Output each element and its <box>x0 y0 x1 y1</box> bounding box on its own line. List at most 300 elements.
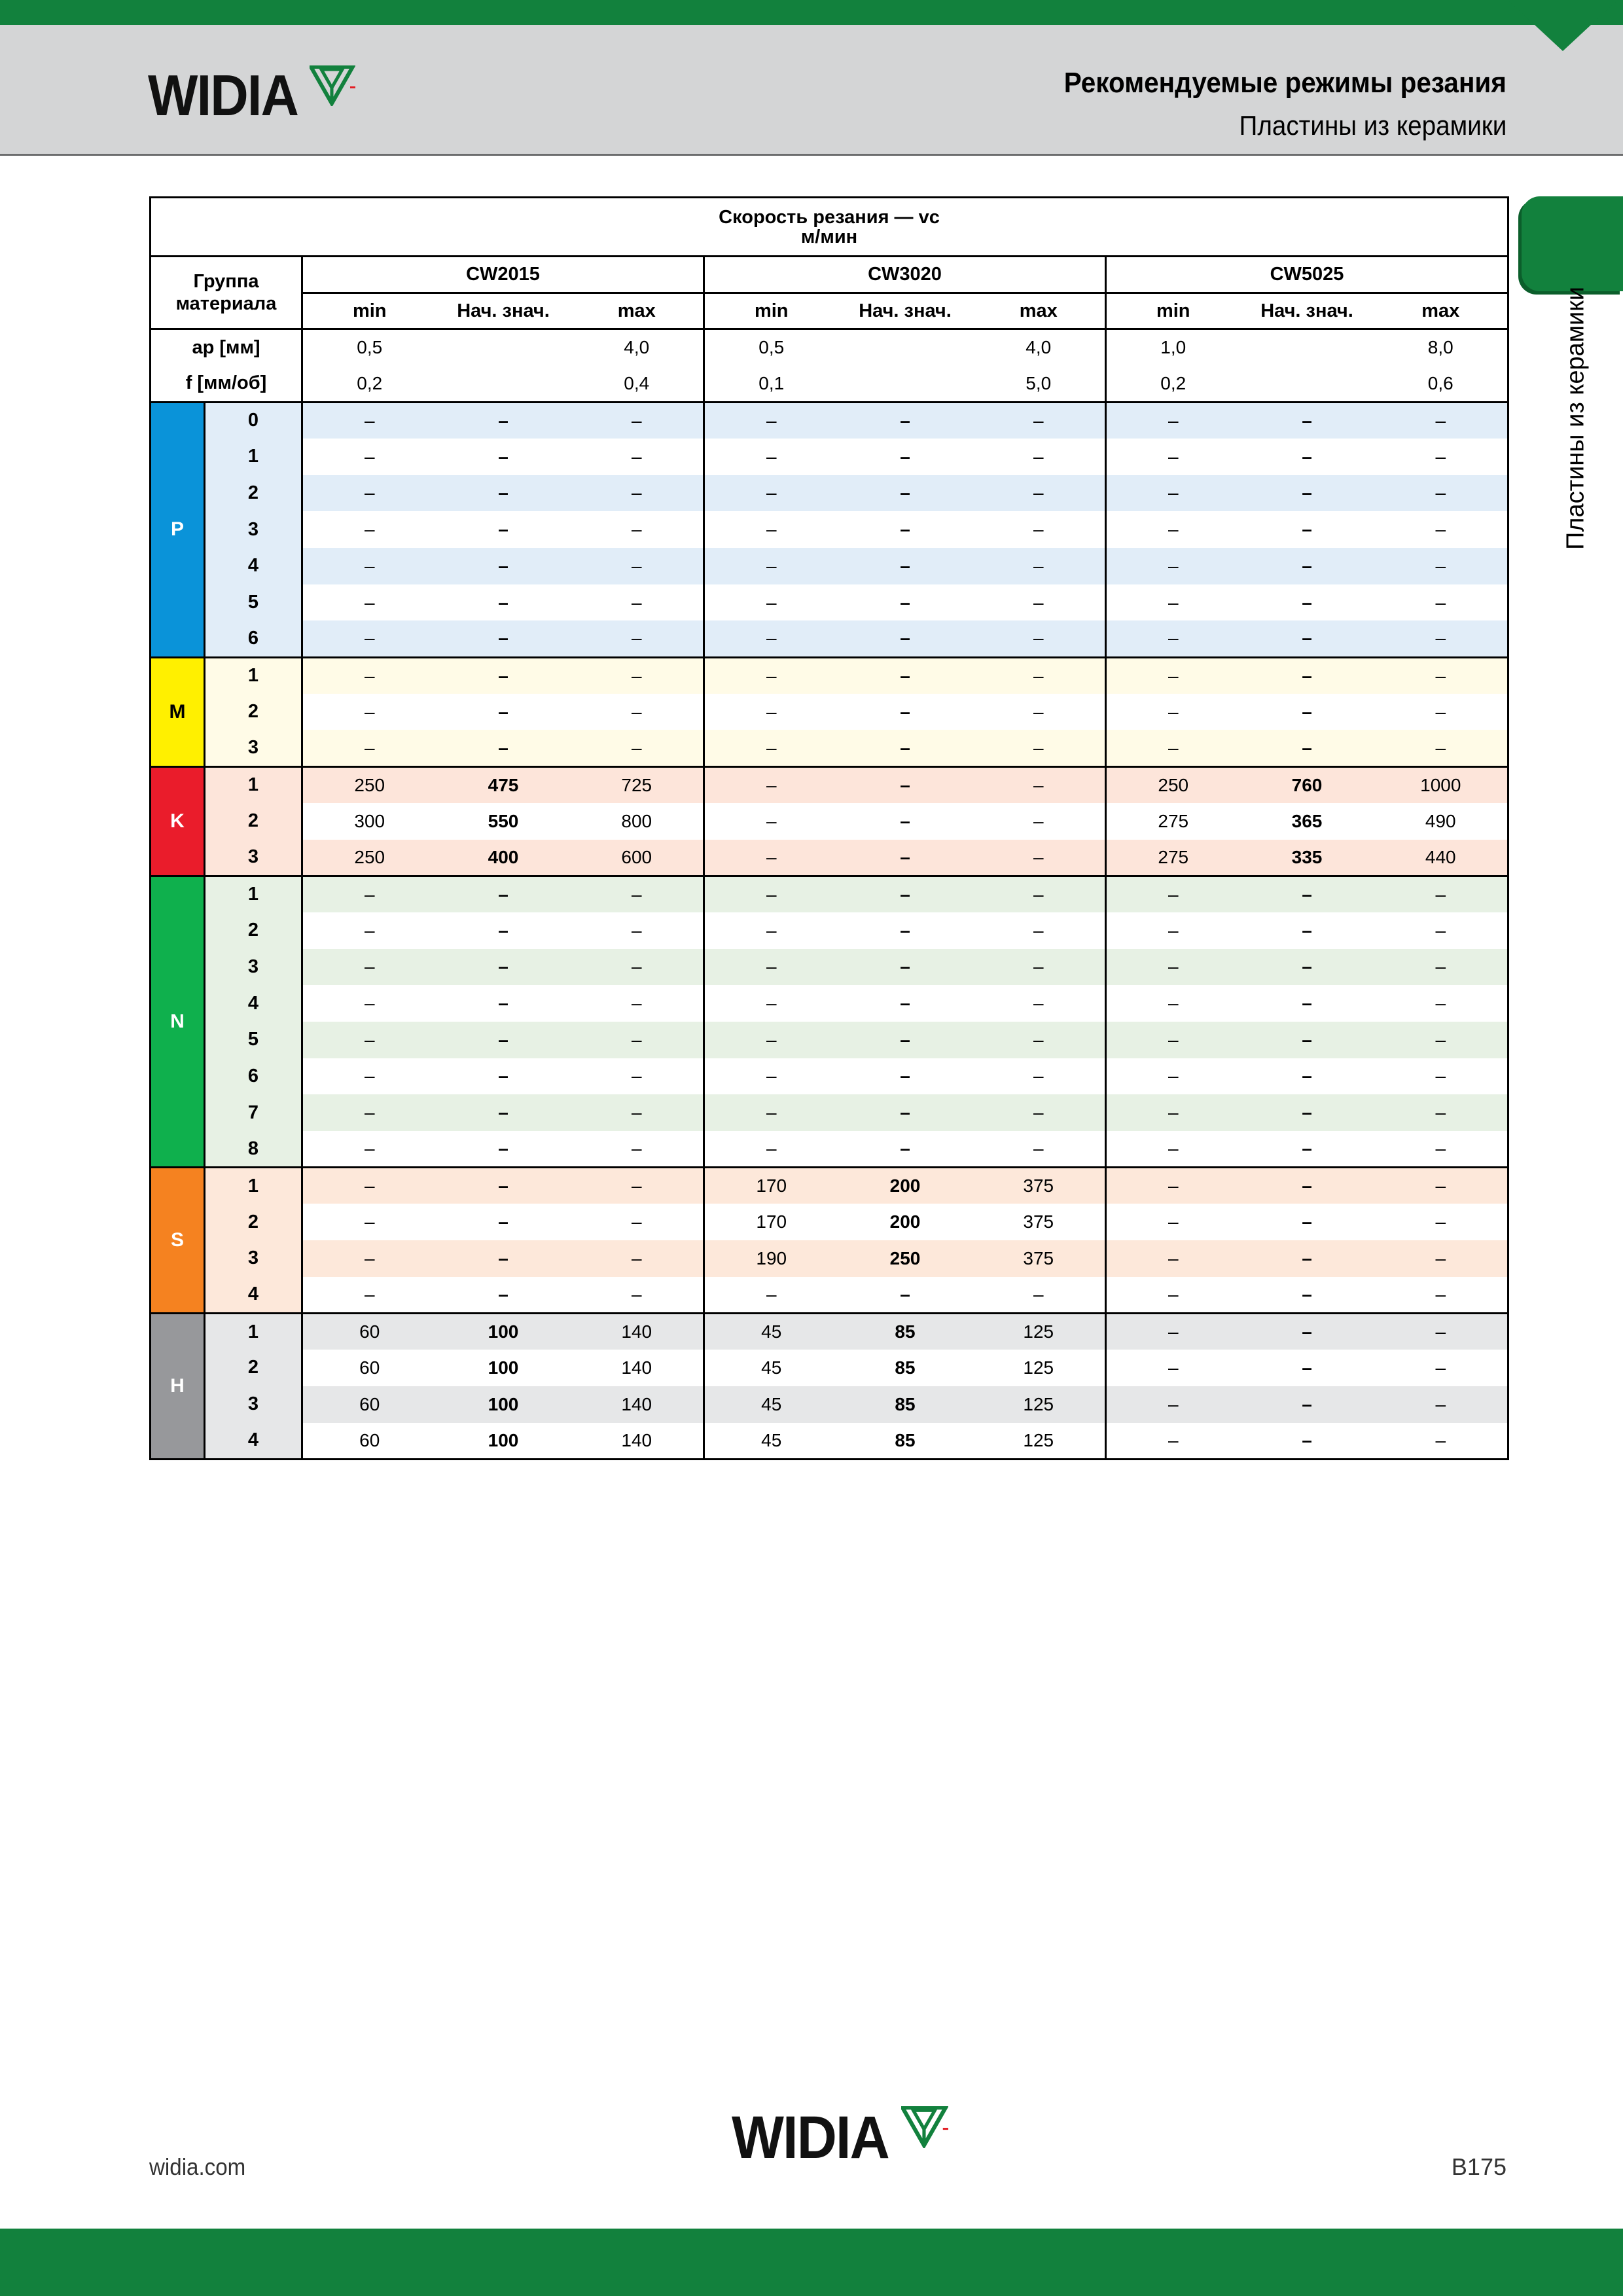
speed-value: – <box>302 402 437 439</box>
speed-value: 275 <box>1106 840 1240 876</box>
material-row <box>151 475 1508 512</box>
param-value: 5,0 <box>972 366 1106 403</box>
speed-value: – <box>1374 439 1508 475</box>
material-subgroup: 3 <box>205 840 302 876</box>
speed-value: – <box>1240 1386 1374 1423</box>
material-row <box>151 730 1508 766</box>
speed-value: – <box>1106 548 1240 584</box>
material-row <box>151 1168 1508 1204</box>
page-subtitle: Пластины из керамики <box>1239 110 1507 141</box>
speed-value: – <box>1033 920 1044 941</box>
param-value: 0,6 <box>1374 366 1508 403</box>
speed-value: – <box>704 1094 838 1131</box>
speed-value: – <box>1106 584 1240 621</box>
speed-value: – <box>1240 730 1374 766</box>
speed-value: – <box>972 1022 1106 1058</box>
speed-value: – <box>571 949 704 986</box>
speed-value: 45 <box>704 1423 838 1460</box>
speed-value: – <box>1374 949 1508 986</box>
speed-value: – <box>972 657 1106 694</box>
speed-value: – <box>704 620 838 657</box>
material-row <box>151 876 1508 912</box>
speed-value: – <box>571 1094 704 1131</box>
footer-logo-wordmark: WIDIA <box>732 2104 889 2171</box>
speed-value: – <box>972 840 1106 876</box>
speed-value: – <box>1374 1423 1508 1460</box>
material-group-line2: материала <box>175 293 277 315</box>
speed-value: – <box>1374 1058 1508 1095</box>
speed-value: – <box>1374 985 1508 1022</box>
material-row <box>151 548 1508 584</box>
speed-value: – <box>1033 592 1044 613</box>
speed-value: – <box>704 1131 838 1168</box>
material-subgroup: 3 <box>205 1240 302 1277</box>
material-row <box>151 1277 1508 1314</box>
material-subgroup: 3 <box>205 730 302 766</box>
speed-value: – <box>302 1094 437 1131</box>
speed-value: 490 <box>1374 803 1508 840</box>
speed-value: – <box>900 1066 910 1086</box>
param-value: 0,5 <box>704 329 838 366</box>
speed-value: – <box>302 912 437 949</box>
material-row <box>151 1131 1508 1168</box>
speed-value: – <box>437 402 571 439</box>
param-row <box>151 366 1508 403</box>
speed-value: – <box>704 402 838 439</box>
material-subgroup: 1 <box>205 876 302 912</box>
speed-value: – <box>704 803 838 840</box>
speed-value: – <box>972 766 1106 803</box>
material-group-header <box>151 257 302 329</box>
material-subgroup: 7 <box>205 1094 302 1131</box>
speed-value: – <box>972 475 1106 512</box>
column-subheader: max <box>1374 293 1508 329</box>
speed-value: – <box>838 657 972 694</box>
speed-value: – <box>1240 548 1374 584</box>
speed-value: – <box>302 1240 437 1277</box>
material-row <box>151 620 1508 657</box>
speed-value: – <box>1106 402 1240 439</box>
speed-value: 400 <box>437 840 571 876</box>
speed-value: 800 <box>621 810 652 831</box>
speed-value: – <box>631 1211 642 1232</box>
speed-value: – <box>302 439 437 475</box>
header-notch-shape <box>1508 0 1618 51</box>
speed-value: – <box>302 949 437 986</box>
speed-value: 140 <box>571 1423 704 1460</box>
speed-value: – <box>1106 475 1240 512</box>
material-subgroup: 4 <box>205 1277 302 1314</box>
material-row <box>151 803 1508 840</box>
speed-value: – <box>972 620 1106 657</box>
material-subgroup: 6 <box>205 1058 302 1095</box>
speed-value: – <box>1374 620 1508 657</box>
speed-value: – <box>1374 475 1508 512</box>
speed-value: – <box>302 584 437 621</box>
speed-value: – <box>1302 519 1312 540</box>
table-title-line2: м/мин <box>800 226 858 247</box>
param-value <box>437 366 571 403</box>
speed-value: 85 <box>838 1313 972 1350</box>
speed-value: 335 <box>1240 840 1374 876</box>
speed-value: – <box>498 1211 508 1232</box>
speed-value: 550 <box>488 810 519 831</box>
column-subheader: Нач. знач. <box>838 293 972 329</box>
speed-value: 250 <box>302 840 437 876</box>
speed-value: – <box>302 511 437 548</box>
speed-value: – <box>704 985 838 1022</box>
speed-value: 300 <box>302 803 437 840</box>
param-value: 0,2 <box>1106 366 1240 403</box>
column-subheader: max <box>972 293 1106 329</box>
speed-value: – <box>1374 402 1508 439</box>
speed-value: – <box>972 402 1106 439</box>
speed-value: – <box>1106 730 1240 766</box>
speed-value: – <box>1374 584 1508 621</box>
speed-value: – <box>704 548 838 584</box>
column-subheader: min <box>704 293 838 329</box>
speed-value: – <box>1374 1204 1508 1240</box>
param-value <box>1240 366 1374 403</box>
speed-value: – <box>498 993 508 1014</box>
speed-value: – <box>900 592 910 613</box>
material-subgroup: 4 <box>205 1423 302 1460</box>
param-label: ap [мм] <box>151 329 302 366</box>
param-value: 0,1 <box>704 366 838 403</box>
speed-value: – <box>631 701 642 722</box>
material-row <box>151 694 1508 730</box>
speed-value: – <box>498 920 508 941</box>
speed-value: – <box>302 548 437 584</box>
param-value <box>838 366 972 403</box>
speed-value: – <box>1033 810 1044 831</box>
param-value: 4,0 <box>624 337 650 358</box>
material-row <box>151 402 1508 439</box>
speed-value: – <box>1106 1277 1240 1314</box>
param-value <box>838 329 972 366</box>
speed-value: – <box>838 402 972 439</box>
speed-value: – <box>302 694 437 730</box>
speed-value: – <box>302 475 437 512</box>
speed-value: 125 <box>1023 1357 1054 1378</box>
speed-value: 140 <box>571 1386 704 1423</box>
speed-value: 140 <box>571 1313 704 1350</box>
speed-value: 60 <box>302 1423 437 1460</box>
speed-value: – <box>838 1131 972 1168</box>
speed-value: 45 <box>704 1350 838 1386</box>
subheader-row <box>151 293 1508 329</box>
param-value: 4,0 <box>1026 337 1052 358</box>
speed-value: – <box>1106 1131 1240 1168</box>
speed-value: – <box>1240 1277 1374 1314</box>
speed-value: 200 <box>889 1211 921 1232</box>
speed-value: 60 <box>302 1350 437 1386</box>
material-subgroup: 5 <box>205 1022 302 1058</box>
speed-value: 100 <box>488 1357 519 1378</box>
speed-value: – <box>1106 1022 1240 1058</box>
speed-value: – <box>1240 1313 1374 1350</box>
speed-value: – <box>571 1131 704 1168</box>
speed-value: – <box>900 993 910 1014</box>
material-subgroup: 0 <box>205 402 302 439</box>
material-subgroup: 5 <box>205 584 302 621</box>
material-row <box>151 511 1508 548</box>
column-subheader: min <box>1106 293 1240 329</box>
material-row <box>151 1350 1508 1386</box>
widia-logo <box>148 63 355 128</box>
material-group-k: K <box>151 766 205 876</box>
speed-value: – <box>1240 620 1374 657</box>
speed-value: 190 <box>704 1240 838 1277</box>
speed-value: – <box>900 701 910 722</box>
speed-value: – <box>1106 1313 1240 1350</box>
speed-value: 760 <box>1240 766 1374 803</box>
speed-value: – <box>1374 1022 1508 1058</box>
speed-value: – <box>1033 993 1044 1014</box>
speed-value: – <box>1302 446 1312 467</box>
speed-value: – <box>838 876 972 912</box>
speed-value: 170 <box>704 1204 838 1240</box>
speed-value: – <box>972 1131 1106 1168</box>
speed-value: – <box>1374 694 1508 730</box>
speed-value: – <box>437 620 571 657</box>
material-subgroup: 2 <box>205 475 302 512</box>
speed-value: – <box>704 840 838 876</box>
speed-value: – <box>302 985 437 1022</box>
material-row <box>151 584 1508 621</box>
material-row <box>151 1313 1508 1350</box>
footer-url[interactable]: widia.com <box>149 2153 246 2180</box>
speed-value: 475 <box>437 766 571 803</box>
cutting-speed-table <box>149 196 1509 1460</box>
speed-value: – <box>838 1022 972 1058</box>
speed-value: – <box>437 1240 571 1277</box>
speed-value: 375 <box>972 1240 1106 1277</box>
speed-value: – <box>631 592 642 613</box>
param-value: 8,0 <box>1374 329 1508 366</box>
speed-value: – <box>704 1277 838 1314</box>
material-subgroup: 4 <box>205 548 302 584</box>
speed-value: – <box>838 730 972 766</box>
speed-value: – <box>704 657 838 694</box>
speed-value: 125 <box>972 1313 1106 1350</box>
speed-value: 440 <box>1374 840 1508 876</box>
material-subgroup: 3 <box>205 511 302 548</box>
speed-value: – <box>498 592 508 613</box>
speed-value: – <box>1106 657 1240 694</box>
speed-value: – <box>631 446 642 467</box>
material-row <box>151 766 1508 803</box>
speed-value: 125 <box>972 1423 1106 1460</box>
param-value <box>1240 329 1374 366</box>
speed-value: – <box>1374 1350 1508 1386</box>
speed-value: – <box>972 1277 1106 1314</box>
speed-value: – <box>1033 519 1044 540</box>
speed-value: 100 <box>437 1386 571 1423</box>
speed-value: – <box>1033 701 1044 722</box>
material-subgroup: 2 <box>205 1350 302 1386</box>
speed-value: – <box>972 730 1106 766</box>
speed-value: – <box>1240 876 1374 912</box>
speed-value: – <box>571 1240 704 1277</box>
material-subgroup: 1 <box>205 766 302 803</box>
speed-value: – <box>972 1094 1106 1131</box>
speed-value: – <box>302 1168 437 1204</box>
speed-value: – <box>302 1277 437 1314</box>
speed-value: – <box>302 657 437 694</box>
param-value: 1,0 <box>1106 329 1240 366</box>
speed-value: – <box>972 876 1106 912</box>
material-row <box>151 840 1508 876</box>
material-row <box>151 985 1508 1022</box>
speed-value: – <box>838 548 972 584</box>
speed-value: – <box>1374 1386 1508 1423</box>
speed-value: 250 <box>1106 766 1240 803</box>
speed-value: – <box>1240 1168 1374 1204</box>
speed-value: – <box>498 1066 508 1086</box>
speed-value: – <box>1374 1240 1508 1277</box>
speed-value: – <box>1106 949 1240 986</box>
material-group-h: H <box>151 1313 205 1459</box>
material-subgroup: 1 <box>205 657 302 694</box>
speed-value: – <box>704 584 838 621</box>
material-subgroup: 1 <box>205 1313 302 1350</box>
speed-value: – <box>302 1131 437 1168</box>
speed-value: – <box>704 1022 838 1058</box>
speed-value: – <box>302 1058 437 1095</box>
speed-value: – <box>838 1094 972 1131</box>
speed-value: – <box>1302 993 1312 1014</box>
speed-value: – <box>1374 1168 1508 1204</box>
section-tab-label-wrap <box>1556 287 1596 550</box>
speed-value: 200 <box>838 1168 972 1204</box>
speed-value: – <box>571 730 704 766</box>
speed-value: – <box>1240 1094 1374 1131</box>
speed-value: – <box>704 766 838 803</box>
speed-value: – <box>571 1022 704 1058</box>
speed-value: – <box>1106 1386 1240 1423</box>
speed-value: – <box>1106 876 1240 912</box>
material-group-m: M <box>151 657 205 766</box>
speed-value: – <box>900 519 910 540</box>
speed-value: – <box>1106 912 1240 949</box>
speed-value: – <box>1106 620 1240 657</box>
speed-value: 170 <box>704 1168 838 1204</box>
speed-value: – <box>1106 439 1240 475</box>
speed-value: – <box>838 840 972 876</box>
widia-triangle-icon <box>310 65 355 106</box>
material-row <box>151 1240 1508 1277</box>
speed-value: – <box>704 912 838 949</box>
page-title: Рекомендуемые режимы резания <box>1063 67 1507 99</box>
speed-value: – <box>1106 985 1240 1022</box>
material-subgroup: 6 <box>205 620 302 657</box>
speed-value: – <box>900 810 910 831</box>
table-title <box>151 198 1508 257</box>
speed-value: – <box>1033 446 1044 467</box>
material-subgroup: 1 <box>205 439 302 475</box>
speed-value: – <box>302 730 437 766</box>
speed-value: 125 <box>972 1386 1106 1423</box>
speed-value: – <box>1106 1350 1240 1386</box>
speed-value: – <box>1302 1066 1312 1086</box>
speed-value: – <box>1106 1423 1240 1460</box>
material-subgroup: 2 <box>205 912 302 949</box>
material-subgroup: 4 <box>205 985 302 1022</box>
speed-value: – <box>1374 657 1508 694</box>
grade-header: CW2015 <box>302 257 704 293</box>
speed-value: 85 <box>895 1357 916 1378</box>
material-row <box>151 439 1508 475</box>
top-brand-bar <box>0 0 1623 25</box>
speed-value: – <box>1106 1240 1240 1277</box>
speed-value: – <box>838 949 972 986</box>
table-title-line1: Скорость резания — vc <box>719 206 940 228</box>
speed-value: – <box>571 402 704 439</box>
speed-value: – <box>302 620 437 657</box>
material-row <box>151 1423 1508 1460</box>
speed-value: – <box>1240 1240 1374 1277</box>
speed-value: – <box>1106 1094 1240 1131</box>
table-body <box>151 329 1508 1459</box>
speed-value: 250 <box>838 1240 972 1277</box>
speed-value: – <box>1240 1423 1374 1460</box>
speed-value: – <box>1240 949 1374 986</box>
speed-value: – <box>704 511 838 548</box>
speed-value: – <box>1374 511 1508 548</box>
speed-value: – <box>498 519 508 540</box>
speed-value: – <box>437 1277 571 1314</box>
page-header <box>0 25 1623 156</box>
speed-value: – <box>1240 657 1374 694</box>
param-label: f [мм/об] <box>151 366 302 403</box>
speed-value: – <box>900 920 910 941</box>
speed-value: 275 <box>1106 803 1240 840</box>
speed-value: – <box>571 475 704 512</box>
speed-value: – <box>1240 1022 1374 1058</box>
speed-value: – <box>972 548 1106 584</box>
speed-value: – <box>437 657 571 694</box>
page-number: B175 <box>1451 2153 1507 2180</box>
column-subheader: max <box>571 293 704 329</box>
material-subgroup: 8 <box>205 1131 302 1168</box>
speed-value: – <box>437 475 571 512</box>
material-row <box>151 1094 1508 1131</box>
material-row <box>151 1204 1508 1240</box>
speed-value: – <box>1106 511 1240 548</box>
material-subgroup: 3 <box>205 949 302 986</box>
material-group-n: N <box>151 876 205 1168</box>
speed-value: – <box>302 1204 437 1240</box>
material-subgroup: 2 <box>205 803 302 840</box>
speed-value: – <box>1106 1058 1240 1095</box>
speed-value: – <box>704 694 838 730</box>
speed-value: 45 <box>704 1386 838 1423</box>
material-subgroup: 2 <box>205 1204 302 1240</box>
param-value: 0,2 <box>302 366 437 403</box>
speed-value: 140 <box>621 1357 652 1378</box>
speed-value: – <box>631 920 642 941</box>
speed-value: – <box>437 1094 571 1131</box>
speed-value: – <box>498 701 508 722</box>
speed-value: – <box>1106 1204 1240 1240</box>
speed-value: 375 <box>972 1168 1106 1204</box>
speed-value: – <box>1302 1357 1312 1378</box>
speed-value: – <box>1374 548 1508 584</box>
material-subgroup: 2 <box>205 694 302 730</box>
speed-value: – <box>437 548 571 584</box>
speed-value: 250 <box>302 766 437 803</box>
